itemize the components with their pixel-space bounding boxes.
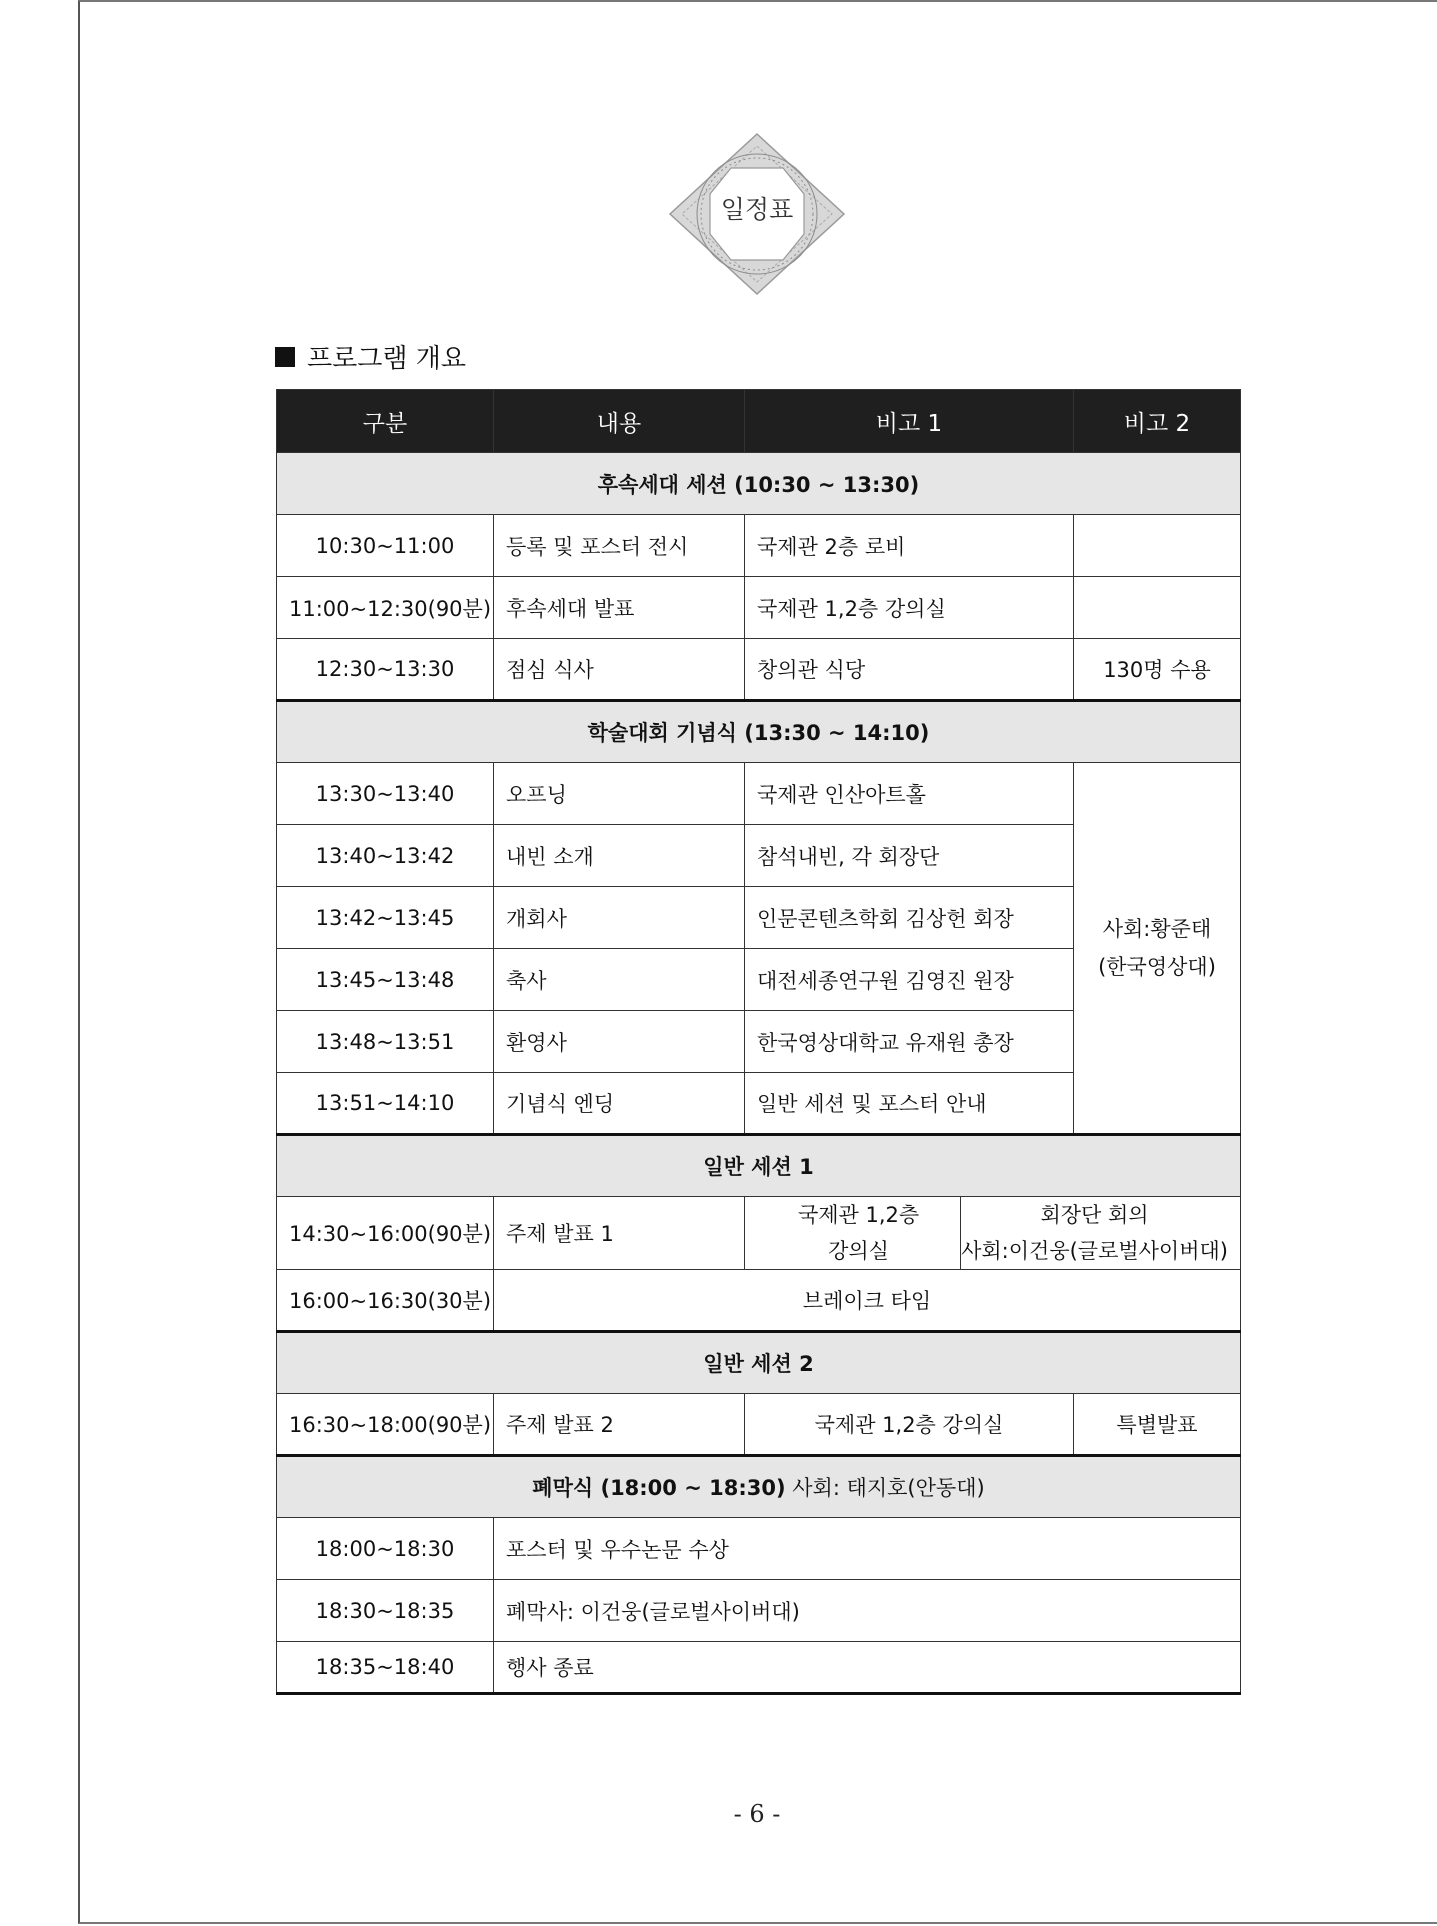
content-cell: 환영사 [494, 1011, 745, 1073]
time-cell: 18:35~18:40 [277, 1642, 494, 1694]
content-cell: 후속세대 발표 [494, 577, 745, 639]
table-row [277, 515, 1241, 577]
note1-cell: 국제관 인산아트홀 [745, 763, 1074, 825]
venue-line2: 강의실 [828, 1239, 889, 1263]
content-cell: 등록 및 포스터 전시 [494, 515, 745, 577]
table-row [277, 1518, 1241, 1580]
note2-cell [1074, 577, 1241, 639]
content-cell: 주제 발표 2 [494, 1394, 745, 1456]
table-row [277, 1642, 1241, 1694]
meeting-note [961, 1197, 1228, 1269]
time-cell: 13:48~13:51 [277, 1011, 494, 1073]
time-cell: 13:42~13:45 [277, 887, 494, 949]
session-title: 학술대회 기념식 (13:30 ~ 14:10) [277, 701, 1241, 763]
header-category: 구분 [277, 390, 494, 453]
session-title: 일반 세션 1 [277, 1135, 1241, 1197]
time-cell: 10:30~11:00 [277, 515, 494, 577]
schedule-table [276, 389, 1241, 1695]
session-title: 일반 세션 2 [277, 1332, 1241, 1394]
content-cell: 주제 발표 1 [494, 1197, 745, 1270]
time-cell: 11:00~12:30(90분) [277, 577, 494, 639]
venue-line1: 국제관 1,2층 [797, 1203, 920, 1227]
content-cell: 개회사 [494, 887, 745, 949]
content-cell: 오프닝 [494, 763, 745, 825]
section-title: 프로그램 개요 [307, 344, 466, 374]
session-row [277, 701, 1241, 763]
meeting-line2: 사회:이건웅(글로벌사이버대) [961, 1239, 1228, 1263]
time-cell: 16:30~18:00(90분) [277, 1394, 494, 1456]
session-title [277, 1456, 1241, 1518]
note1-cell: 국제관 1,2층 강의실 [745, 577, 1074, 639]
table-row [277, 1197, 1241, 1270]
time-cell: 13:51~14:10 [277, 1073, 494, 1135]
time-cell: 16:00~16:30(30분) [277, 1270, 494, 1332]
split-note-cell [745, 1197, 1241, 1270]
note2-cell: 특별발표 [1074, 1394, 1241, 1456]
square-bullet-icon [275, 347, 295, 367]
note1-cell: 국제관 2층 로비 [745, 515, 1074, 577]
meeting-line1: 회장단 회의 [1040, 1203, 1149, 1227]
session-row [277, 1135, 1241, 1197]
time-cell: 18:00~18:30 [277, 1518, 494, 1580]
note1-cell: 한국영상대학교 유재원 총장 [745, 1011, 1074, 1073]
table-row [277, 1394, 1241, 1456]
badge-title: 일정표 [720, 195, 794, 224]
emcee-note-cell [1074, 763, 1241, 1135]
emcee-line2: (한국영상대) [1098, 955, 1216, 979]
header-content: 내용 [494, 390, 745, 453]
note1-cell: 창의관 식당 [745, 639, 1074, 701]
header-note1: 비고 1 [745, 390, 1074, 453]
time-cell: 13:30~13:40 [277, 763, 494, 825]
time-cell: 14:30~16:00(90분) [277, 1197, 494, 1270]
note1-cell: 일반 세션 및 포스터 안내 [745, 1073, 1074, 1135]
closing-emcee: 사회: 태지호(안동대) [785, 1476, 985, 1500]
time-cell: 13:45~13:48 [277, 949, 494, 1011]
content-cell: 행사 종료 [494, 1642, 1241, 1694]
session-title: 후속세대 세션 (10:30 ~ 13:30) [277, 453, 1241, 515]
note1-cell: 대전세종연구원 김영진 원장 [745, 949, 1074, 1011]
emcee-line1: 사회:황준태 [1102, 917, 1212, 941]
note1-cell: 인문콘텐츠학회 김상헌 회장 [745, 887, 1074, 949]
note2-cell: 130명 수용 [1074, 639, 1241, 701]
venue-note [757, 1197, 961, 1269]
break-cell: 브레이크 타임 [494, 1270, 1241, 1332]
content-cell: 점심 식사 [494, 639, 745, 701]
header-note2: 비고 2 [1074, 390, 1241, 453]
content-cell: 내빈 소개 [494, 825, 745, 887]
table-row [277, 577, 1241, 639]
note2-cell [1074, 515, 1241, 577]
time-cell: 12:30~13:30 [277, 639, 494, 701]
section-heading [275, 338, 466, 375]
closing-title: 폐막식 (18:00 ~ 18:30) [532, 1476, 786, 1500]
content-cell: 포스터 및 우수논문 수상 [494, 1518, 1241, 1580]
time-cell: 13:40~13:42 [277, 825, 494, 887]
table-row [277, 639, 1241, 701]
page-number: - 6 - [733, 1800, 781, 1828]
content-cell: 축사 [494, 949, 745, 1011]
session-row [277, 1456, 1241, 1518]
table-row [277, 1270, 1241, 1332]
content-cell: 폐막사: 이건웅(글로벌사이버대) [494, 1580, 1241, 1642]
session-row [277, 1332, 1241, 1394]
content-cell: 기념식 엔딩 [494, 1073, 745, 1135]
note1-cell: 국제관 1,2층 강의실 [745, 1394, 1074, 1456]
note1-cell: 참석내빈, 각 회장단 [745, 825, 1074, 887]
session-row [277, 453, 1241, 515]
time-cell: 18:30~18:35 [277, 1580, 494, 1642]
table-row [277, 763, 1241, 825]
table-row [277, 1580, 1241, 1642]
